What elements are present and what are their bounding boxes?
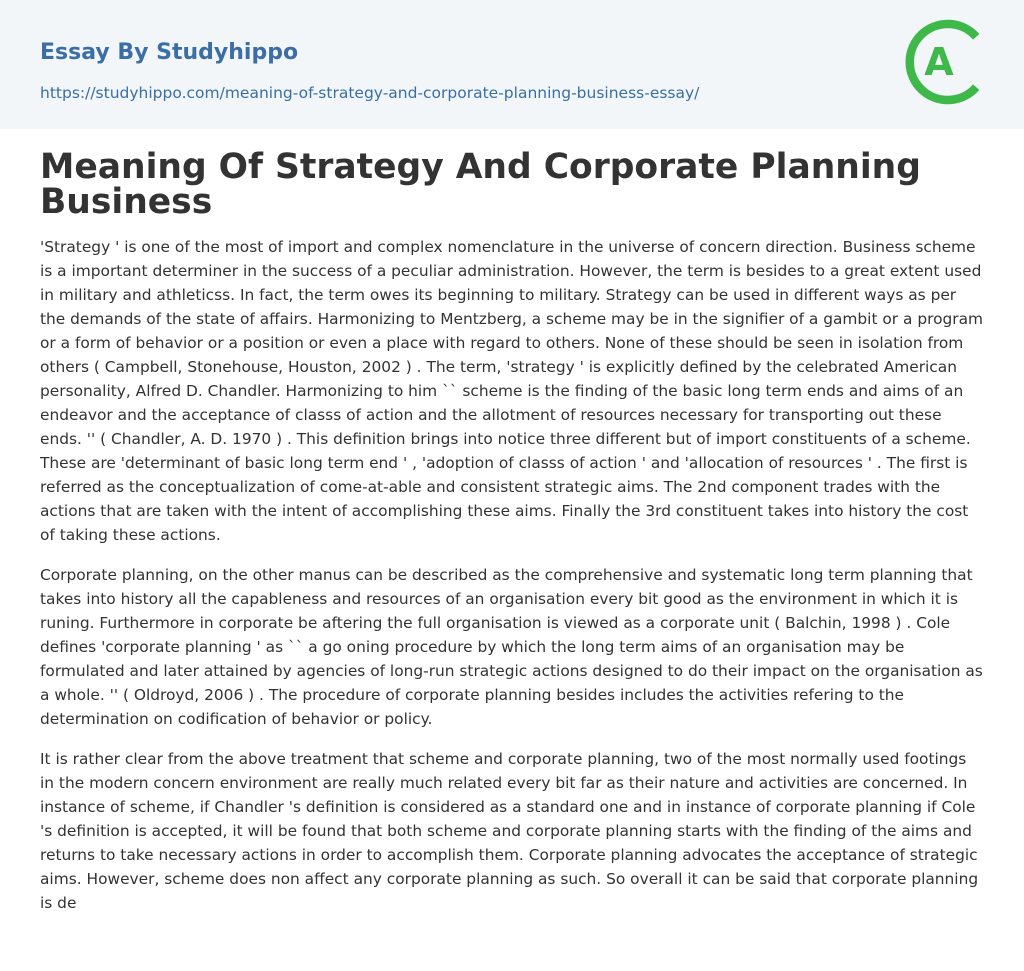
studyhippo-logo-icon[interactable] <box>902 16 994 108</box>
article-paragraph: 'Strategy ' is one of the most of import and complex nomenclature in the universe of concern direction. Business scheme is a important determiner in the success of a peculiar administration. However, the term is besides to a great extent used in military and athleticss. In fact, the term owes its beginning to military. Strategy can be used in different ways as per the demands of the state of affairs. Harmonizing to Mentzberg, a scheme may be in the signifier of a gambit or a program or a form of behavior or a position or even a place with regard to others. None of these should be seen in isolation from others ( Campbell, Stonehouse, Houston, 2002 ) . The term, 'strategy ' is explicitly defined by the celebrated American personality, Alfred D. Chandler. Harmonizing to him `` scheme is the finding of the basic long term ends and aims of an endeavor and the acceptance of classs of action and the allotment of resources necessary for transporting out these ends. '' ( Chandler, A. D. 1970 ) . This definition brings into notice three different but of import constituents of a scheme. These are 'determinant of basic long term end ' , 'adoption of classs of action ' and 'allocation of resources ' . The first is referred as the conceptualization of come-at-able and consistent strategic aims. The 2nd component trades with the actions that are taken with the intent of accomplishing these aims. Finally the 3rd constituent takes into history the cost of taking these actions. <box>40 238 984 544</box>
article-paragraph: It is rather clear from the above treatment that scheme and corporate planning, two of the most normally used footings in the modern concern environment are really much related every bit far as their nature and activities are concerned. In instance of scheme, if Chandler 's definition is considered as a standard one and in instance of corporate planning if Cole 's definition is accepted, it will be found that both scheme and corporate planning starts with the finding of the aims and returns to take necessary actions in order to accomplish them. Corporate planning advocates the acceptance of strategic aims. However, scheme does non affect any corporate planning as such. So overall it can be said that corporate planning is de <box>40 750 979 912</box>
article-body <box>40 235 985 931</box>
site-header <box>0 0 1024 129</box>
logo-letter: A <box>924 40 954 84</box>
article-title: Meaning Of Strategy And Corporate Planning Business <box>40 147 921 222</box>
article-paragraph: Corporate planning, on the other manus can be described as the comprehensive and systematic long term planning that takes into history all the capableness and resources of an organisation every bit good as the environment in which it is runing. Furthermore in corporate be aftering the full organisation is viewed as a corporate unit ( Balchin, 1998 ) . Cole defines 'corporate planning ' as `` a go oning procedure by which the long term aims of an organisation may be formulated and later attained by agencies of long-run strategic actions designed to do their impact on the organisation as a whole. '' ( Oldroyd, 2006 ) . The procedure of corporate planning besides includes the activities refering to the determination on codification of behavior or policy. <box>40 566 983 728</box>
page-url-link[interactable]: https://studyhippo.com/meaning-of-strategy-and-corporate-planning-business-essay/ <box>40 84 700 102</box>
site-brand-title[interactable]: Essay By Studyhippo <box>40 40 299 65</box>
